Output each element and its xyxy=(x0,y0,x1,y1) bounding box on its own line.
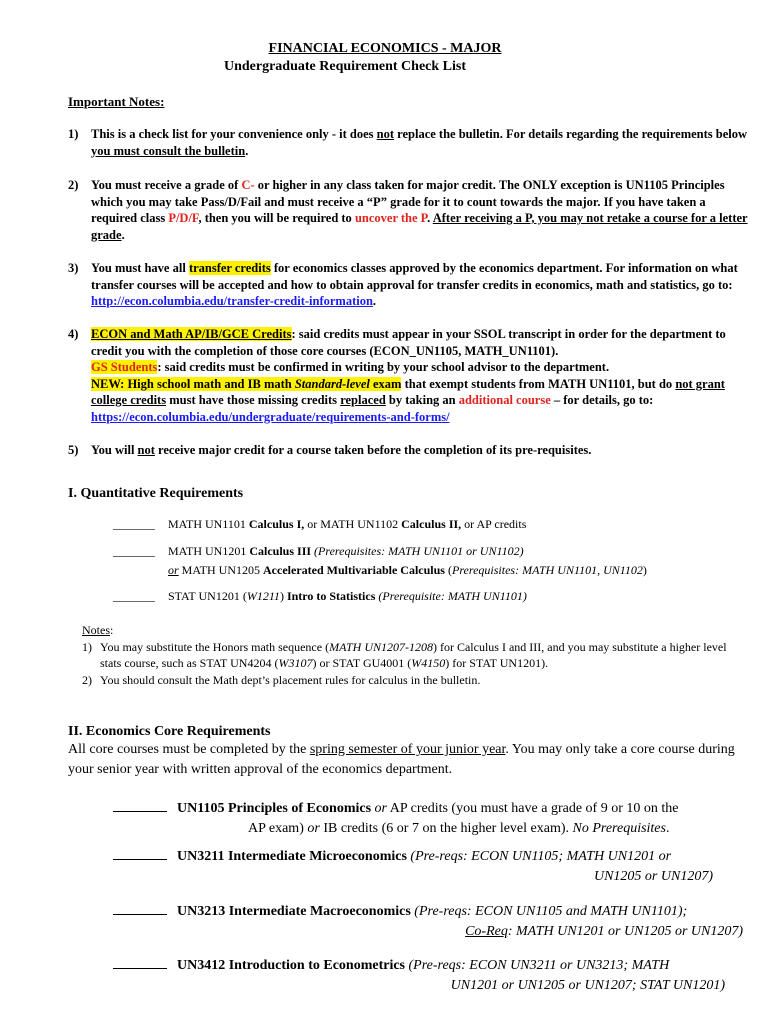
text-run: , then you will be required to xyxy=(198,211,355,225)
checkbox-blank[interactable]: _______ xyxy=(113,589,155,603)
text-run: ) for Calculus I and III, and you may substitute a higher level stats course, such as STAT UN4204 ( xyxy=(100,639,727,670)
text-run: MATH UN1101 xyxy=(168,517,249,531)
text-run: No Prerequisites xyxy=(572,820,666,836)
note-number: 1) xyxy=(82,639,92,654)
text-run: by taking an xyxy=(385,393,459,407)
quant-note-1 xyxy=(82,639,742,672)
text-run: MATH UN1207-1208 xyxy=(329,639,433,654)
text-run: not xyxy=(376,127,395,141)
text-run: Calculus III xyxy=(249,544,312,558)
text-run: spring semester of your junior year xyxy=(309,742,506,757)
course-name: UN3211 Intermediate Microeconomics xyxy=(177,849,407,864)
text-run: ) or STAT GU4001 ( xyxy=(312,656,412,670)
text-run: replace the bulletin. For details regarding the requirements below xyxy=(394,127,748,141)
course-prereq xyxy=(113,922,743,942)
note-4 xyxy=(68,326,748,425)
text-run: NEW: High school math and IB math xyxy=(91,376,295,391)
text-run: MATH UN1205 xyxy=(178,563,264,577)
text-run: for economics classes approved by the economics department. For information on what transfer courses will be accepted and how to obtain approval for transfer credits in economics, math and statistics, go to: xyxy=(91,261,738,292)
text-run: : xyxy=(110,623,114,637)
checkbox-blank[interactable] xyxy=(113,797,167,812)
note-number: 3) xyxy=(68,261,79,275)
text-run: Notes xyxy=(82,623,110,637)
text-run: (Pre-reqs: ECON UN1105; MATH UN1201 or xyxy=(406,849,672,864)
note-text xyxy=(91,126,748,159)
text-run: ) for STAT UN1201). xyxy=(445,656,549,670)
quantitative-heading: I. Quantitative Requirements xyxy=(68,486,244,501)
text-run: (Prerequisite: MATH UN1101) xyxy=(375,589,527,603)
text-run: Prerequisites: MATH UN1101, UN1102 xyxy=(451,563,643,577)
course-detail xyxy=(113,819,743,839)
note-5 xyxy=(68,442,748,459)
highlighted-text: transfer credits xyxy=(188,261,271,275)
important-notes-heading: Important Notes: xyxy=(68,94,165,109)
note-1 xyxy=(68,126,748,159)
quant-requirement-2 xyxy=(113,542,524,560)
core-course-un1105 xyxy=(113,797,743,838)
text-run: or xyxy=(168,563,179,577)
page-title: FINANCIAL ECONOMICS - MAJOR xyxy=(268,41,502,56)
checkbox-blank[interactable] xyxy=(113,845,167,860)
quant-requirement-3 xyxy=(113,587,527,605)
text-run: Calculus I, xyxy=(248,517,305,531)
transfer-credit-link[interactable]: http://econ.columbia.edu/transfer-credit-information xyxy=(91,294,373,308)
text-run: After receiving a P, you may not retake a course for a letter grade xyxy=(91,211,748,242)
note-text xyxy=(91,260,748,310)
text-run: or xyxy=(371,801,387,816)
course-name: UN1105 Principles of Economics xyxy=(177,801,372,816)
text-run: not xyxy=(137,443,155,457)
text-run: W3107 xyxy=(278,656,313,670)
text-run: Accelerated Multivariable Calculus xyxy=(263,563,445,577)
text-run: receive major credit for a course taken before the completion of its pre-requisites. xyxy=(154,443,592,457)
core-course-un3211 xyxy=(113,845,743,886)
note-text xyxy=(91,326,748,425)
page-subtitle: Undergraduate Requirement Check List xyxy=(223,59,466,74)
requirements-forms-link[interactable]: https://econ.columbia.edu/undergraduate/requirements-and-forms/ xyxy=(91,409,450,424)
text-run: You should consult the Math dept’s placement rules for calculus in the bulletin. xyxy=(100,672,481,687)
text-run: You must receive a grade of xyxy=(91,178,242,192)
text-run: This is a check list for your convenience only - it does xyxy=(91,127,377,141)
text-run: W1211 xyxy=(246,589,280,603)
notes-label xyxy=(82,622,742,639)
text-run: You must have all xyxy=(91,261,189,275)
text-run: ( xyxy=(444,563,452,577)
text-run: AP exam) xyxy=(248,820,308,836)
note-2 xyxy=(68,177,748,243)
note-number: 2) xyxy=(68,178,79,192)
checkbox-blank[interactable]: _______ xyxy=(113,517,155,531)
text-run: you must consult the bulletin xyxy=(91,143,246,158)
text-run: . xyxy=(427,211,433,225)
note-text xyxy=(91,177,748,243)
text-run: You may substitute the Honors math sequence ( xyxy=(100,639,330,654)
text-run: ) xyxy=(279,589,287,603)
text-run: You will xyxy=(91,443,138,457)
text-run: : said credits must be confirmed in writing by your school advisor to the department. xyxy=(157,360,610,374)
text-run: AP credits (you must have a grade of 9 or 10 on the xyxy=(387,801,679,816)
course-prereq: UN1205 or UN1207) xyxy=(593,868,713,884)
text-run: uncover the P xyxy=(354,211,428,225)
text-run: W4150 xyxy=(411,656,446,670)
highlighted-text: ECON and Math AP/IB/GCE Credits xyxy=(91,327,292,341)
text-run: or AP credits xyxy=(461,517,527,531)
quant-requirement-2-alt xyxy=(168,561,647,579)
note-3 xyxy=(68,260,748,310)
text-run: Intro to Statistics xyxy=(286,589,376,603)
quant-notes xyxy=(82,622,742,688)
highlighted-text xyxy=(91,377,401,391)
text-run: exam xyxy=(369,376,402,391)
text-run: STAT UN1201 ( xyxy=(168,589,247,603)
checkbox-blank[interactable] xyxy=(113,900,167,915)
text-run: (Prerequisites: MATH UN1101 or UN1102) xyxy=(311,544,524,558)
course-name: UN3412 Introduction to Econometrics xyxy=(177,958,406,973)
text-run: (Pre-reqs: ECON UN3211 or UN3213; MATH xyxy=(405,958,670,973)
text-run: that exempt students from MATH UN1101, but do xyxy=(401,376,676,391)
text-run: . xyxy=(121,227,125,242)
quant-requirement-1 xyxy=(113,515,526,533)
note-number: 2) xyxy=(82,672,92,687)
quant-note-2 xyxy=(82,672,742,689)
text-run: must have those missing credits xyxy=(166,393,341,407)
checkbox-blank[interactable]: _______ xyxy=(113,544,155,558)
checkbox-blank[interactable] xyxy=(113,954,167,969)
text-run: . xyxy=(372,294,377,308)
text-run: Standard-level xyxy=(294,376,370,391)
text-run: Calculus II, xyxy=(401,517,462,531)
core-heading: II. Economics Core Requirements xyxy=(68,724,271,739)
text-run: additional course xyxy=(458,393,551,407)
note-number: 5) xyxy=(68,443,79,457)
highlighted-text: GS Students xyxy=(91,360,158,374)
core-course-un3213 xyxy=(113,900,743,941)
note-number: 1) xyxy=(68,127,79,141)
note-text xyxy=(91,442,748,459)
text-run: Co-Req xyxy=(465,923,508,939)
course-name: UN3213 Intermediate Macroeconomics xyxy=(177,904,411,919)
text-run: or higher in any class taken for major credit. The ONLY exception is UN1105 Principles which you may take Pass/D/Fail and must receive a “P” grade for it to count towards the major. If you have taken a required class xyxy=(91,178,725,225)
text-run: . xyxy=(245,143,249,158)
text-run: : said credits must appear in your SSOL transcript in order for the department to credit you with the completion of those core courses (ECON_UN1105, MATH_UN1101). xyxy=(91,327,726,358)
text-run: ) xyxy=(642,563,647,577)
text-run: – for details, go to: xyxy=(550,393,654,407)
text-run: replaced xyxy=(340,393,386,407)
text-run: C- xyxy=(241,178,255,192)
text-run: . You may only take a core course during your senior year with written approval of the economics department. xyxy=(68,742,735,777)
text-run: . xyxy=(665,820,670,836)
text-run: not grant college credits xyxy=(91,376,725,407)
course-prereq: UN1201 or UN1205 or UN1207; STAT UN1201) xyxy=(450,977,725,993)
text-run: : MATH UN1201 or UN1205 or UN1207) xyxy=(507,923,743,939)
text-run: All core courses must be completed by the xyxy=(68,742,310,757)
text-run: (Pre-reqs: ECON UN1105 and MATH UN1101); xyxy=(410,904,688,919)
core-intro xyxy=(68,740,748,779)
text-run: MATH UN1201 xyxy=(168,544,250,558)
text-run: or MATH UN1102 xyxy=(304,517,402,531)
text-run: IB credits (6 or 7 on the higher level exam). xyxy=(319,820,573,836)
note-number: 4) xyxy=(68,327,79,341)
core-course-un3412 xyxy=(113,954,743,995)
text-run: P/D/F xyxy=(168,211,199,225)
text-run: or xyxy=(307,820,320,836)
